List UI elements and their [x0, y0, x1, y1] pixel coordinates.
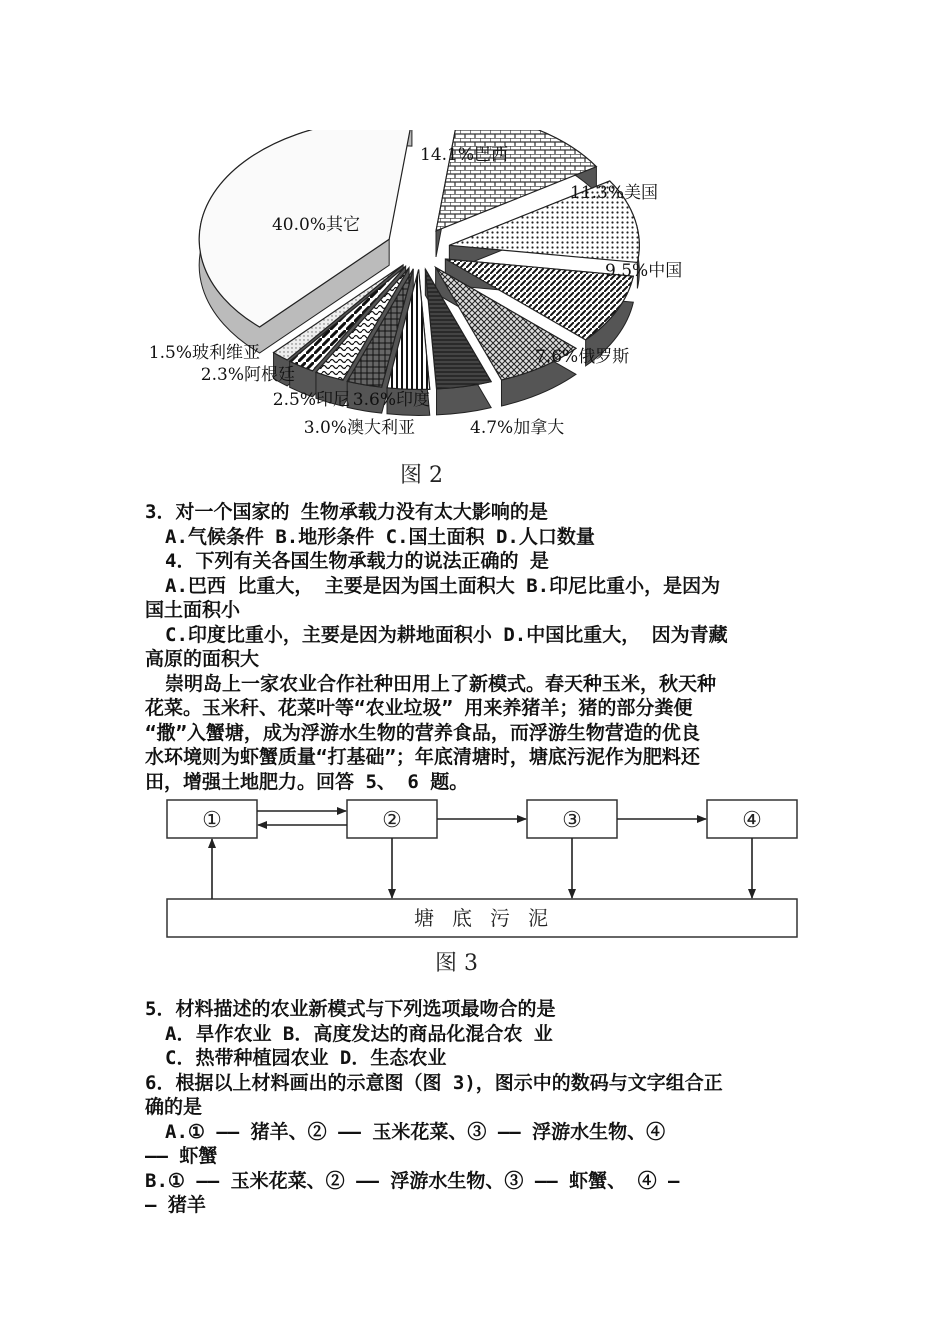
q6-option-a-cont: —— 虾蟹 — [145, 1145, 218, 1167]
q6-option-b: B.① —— 玉米花菜、② —— 浮游水生物、③ —— 虾蟹、 ④ — — [145, 1169, 680, 1192]
svg-text:③: ③ — [562, 808, 582, 833]
q4-option-cd-cont: 高原的面积大 — [145, 648, 260, 670]
svg-text:②: ② — [382, 808, 402, 833]
passage-line: “撒”入蟹塘，成为浮游水生物的营养食品，而浮游生物营造的优良 — [145, 721, 700, 744]
pie-label-巴西: 14.1%巴西 — [420, 145, 509, 165]
pie-chart — [130, 130, 720, 450]
q6-option-a: A.① —— 猪羊、② —— 玉米花菜、③ —— 浮游水生物、④ — [165, 1120, 666, 1143]
q5-stem: 5．材料描述的农业新模式与下列选项最吻合的是 — [145, 998, 556, 1020]
pie-label-印尼: 2.5%印尼 — [272, 390, 350, 410]
q6-stem-cont: 确的是 — [145, 1096, 203, 1118]
svg-text:①: ① — [202, 808, 222, 833]
flow-arrows — [212, 811, 752, 899]
pie-label-加拿大: 4.7%加拿大 — [470, 418, 565, 438]
figure2-caption: 图 2 — [400, 463, 443, 488]
q3-options: A.气候条件 B.地形条件 C.国土面积 D.人口数量 — [165, 525, 595, 548]
pie-label-美国: 11.3%美国 — [570, 183, 659, 203]
q4-option-ab: A.巴西 比重大， 主要是因为国土面积大 B.印尼比重小，是因为 — [165, 574, 721, 597]
pond-mud-box — [167, 899, 797, 937]
box-3 — [527, 800, 617, 838]
pie-label-俄罗斯: 7.6%俄罗斯 — [535, 347, 630, 367]
passage-line: 崇明岛上一家农业合作社种田用上了新模式。春天种玉米，秋天种 — [165, 672, 717, 695]
box-1 — [167, 800, 257, 838]
q4-stem: 4．下列有关各国生物承载力的说法正确的 是 — [165, 550, 549, 572]
pie-label-印度: 3.6%印度 — [352, 390, 430, 410]
pie-label-澳大利亚: 3.0%澳大利亚 — [303, 418, 415, 438]
q6-option-b-cont: — 猪羊 — [145, 1194, 206, 1216]
pie-label-玻利维亚: 1.5%玻利维亚 — [148, 343, 260, 363]
flow-diagram — [160, 795, 805, 945]
figure3-caption: 图 3 — [435, 951, 478, 976]
q5-option-ab: A．旱作农业 B．高度发达的商品化混合农 业 — [165, 1022, 553, 1045]
box-4 — [707, 800, 797, 838]
box-2 — [347, 800, 437, 838]
q6-stem: 6．根据以上材料画出的示意图（图 3)，图示中的数码与文字组合正 — [145, 1071, 723, 1094]
pie-label-阿根廷: 2.3%阿根廷 — [200, 365, 295, 385]
q4-option-cd: C.印度比重小，主要是因为耕地面积小 D.中国比重大， 因为青藏 — [165, 623, 728, 646]
question-block-3-4 — [145, 500, 815, 794]
svg-text:④: ④ — [742, 808, 762, 833]
pie-label-其它: 40.0%其它 — [271, 215, 360, 235]
pie-label-中国: 9.5%中国 — [605, 261, 683, 281]
q5-option-cd: C．热带种植园农业 D．生态农业 — [165, 1047, 447, 1069]
passage-line: 田，增强土地肥力。回答 5、 6 题。 — [145, 770, 469, 793]
passage-line: 花菜。玉米秆、花菜叶等“农业垃圾” 用来养猪羊；猪的部分粪便 — [145, 697, 693, 719]
q3-stem: 3．对一个国家的 生物承载力没有太大影响的是 — [145, 501, 548, 523]
passage-line: 水环境则为虾蟹质量“打基础”；年底清塘时，塘底污泥作为肥料还 — [145, 746, 700, 768]
svg-text:塘底污泥: 塘底污泥 — [414, 906, 566, 930]
q4-option-ab-cont: 国土面积小 — [145, 599, 241, 621]
question-block-5-6 — [145, 997, 815, 1218]
